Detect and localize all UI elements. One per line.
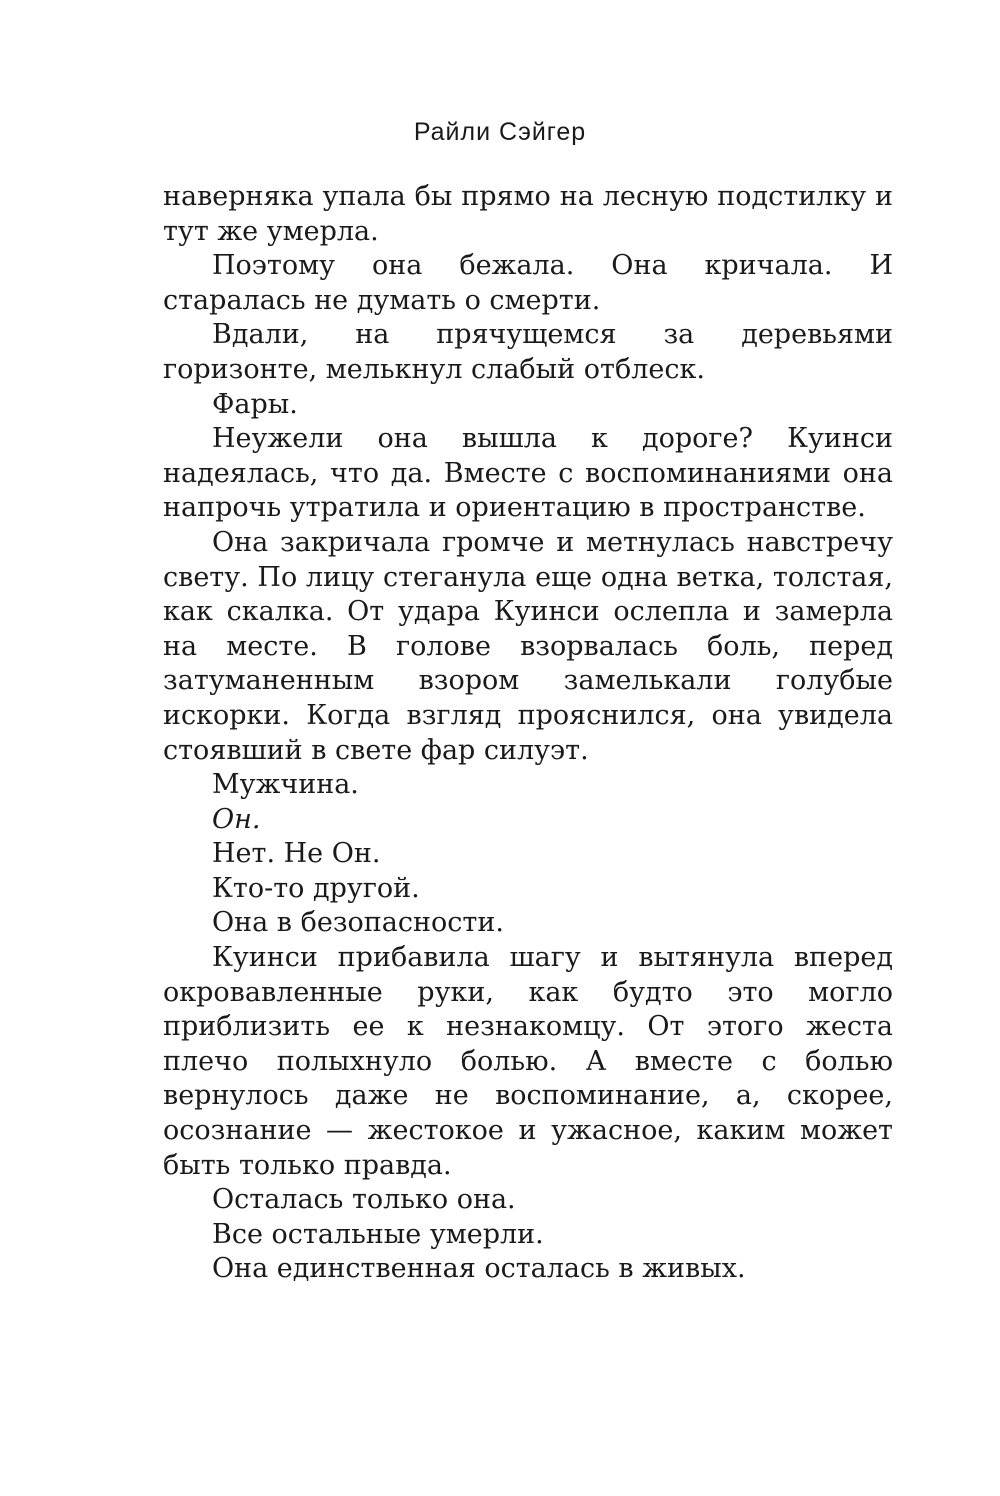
paragraph: Она закричала громче и метнулась навстречу свету. По лицу стеганула еще одна ветка, толстая, как скалка. От удара Куинси ослепла и замерла на месте. В голове взорвалась боль, перед затуманенным взором замелькали голубые искорки. Когда взгляд прояснился, она увидела стоявший в свете фар силуэт. [163, 526, 893, 766]
paragraph: Она в безопасности. [212, 907, 504, 939]
paragraph: Мужчина. [212, 769, 359, 801]
paragraph: Все остальные умерли. [212, 1218, 544, 1250]
paragraph: Куинси прибавила шагу и вытянула вперед окровавленные руки, как будто это могло приблизить ее к незнакомцу. От этого жеста плечо полыхнуло болью. А вместе с болью вернулось даже не воспоминание, а, скорее, осознание — жестокое и ужасное, каким может быть только правда. [163, 942, 893, 1181]
paragraph-italic: Он. [212, 803, 261, 835]
paragraph: Осталась только она. [212, 1184, 516, 1216]
paragraph: наверняка упала бы прямо на лесную подстилку и тут же умерла. [163, 181, 893, 247]
paragraph: Кто-то другой. [212, 872, 420, 904]
paragraph: Неужели она вышла к дороге? Куинси надеялась, что да. Вместе с воспоминаниями она напрочь утратила и ориентацию в пространстве. [163, 423, 893, 524]
paragraph: Поэтому она бежала. Она кричала. И старалась не думать о смерти. [163, 250, 893, 316]
body-text [163, 180, 893, 1287]
paragraph: Она единственная осталась в живых. [212, 1253, 746, 1285]
paragraph: Вдали, на прячущемся за деревьями горизонте, мелькнул слабый отблеск. [163, 319, 893, 385]
paragraph: Фары. [212, 388, 298, 420]
paragraph: Нет. Не Он. [212, 838, 381, 870]
running-header-author: Райли Сэйгер [413, 118, 587, 146]
